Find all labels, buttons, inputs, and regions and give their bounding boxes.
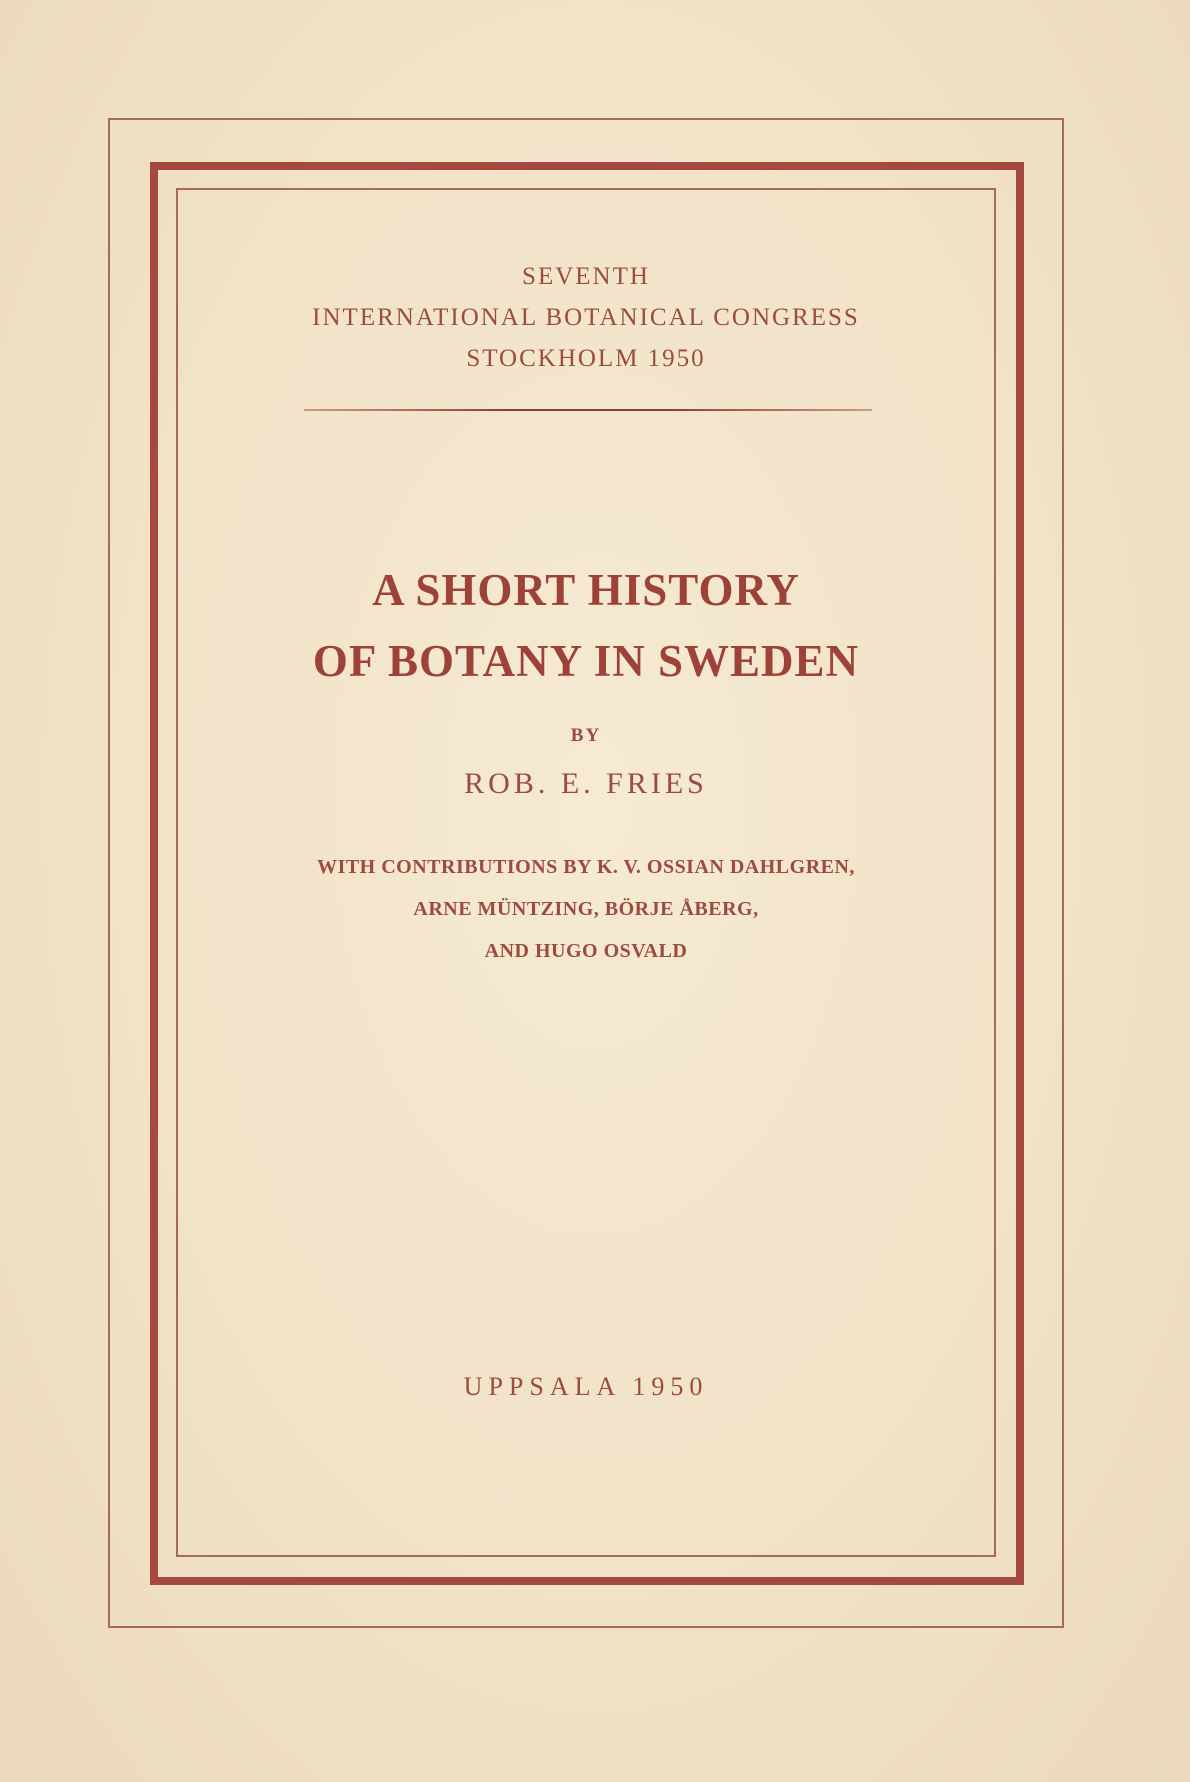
title-line-2: OF BOTANY IN SWEDEN (312, 636, 860, 686)
contributors (178, 846, 994, 972)
cover-content (178, 190, 994, 1555)
horizontal-rule (304, 409, 872, 411)
book-title (178, 555, 994, 697)
contributors-line-1: WITH CONTRIBUTIONS BY K. V. OSSIAN DAHLGREN, (317, 856, 855, 878)
contributors-line-2: ARNE MÜNTZING, BÖRJE ÅBERG, (413, 898, 759, 920)
by-label: BY (570, 725, 602, 746)
author-name: ROB. E. FRIES (464, 767, 708, 800)
contributors-line-3: AND HUGO OSVALD (484, 940, 688, 962)
congress-line-1: SEVENTH (522, 263, 650, 290)
congress-heading (178, 256, 994, 379)
congress-line-3: STOCKHOLM 1950 (466, 345, 706, 372)
title-line-1: A SHORT HISTORY (372, 565, 800, 615)
congress-line-2: INTERNATIONAL BOTANICAL CONGRESS (312, 304, 860, 331)
publisher-imprint: UPPSALA 1950 (463, 1372, 709, 1401)
